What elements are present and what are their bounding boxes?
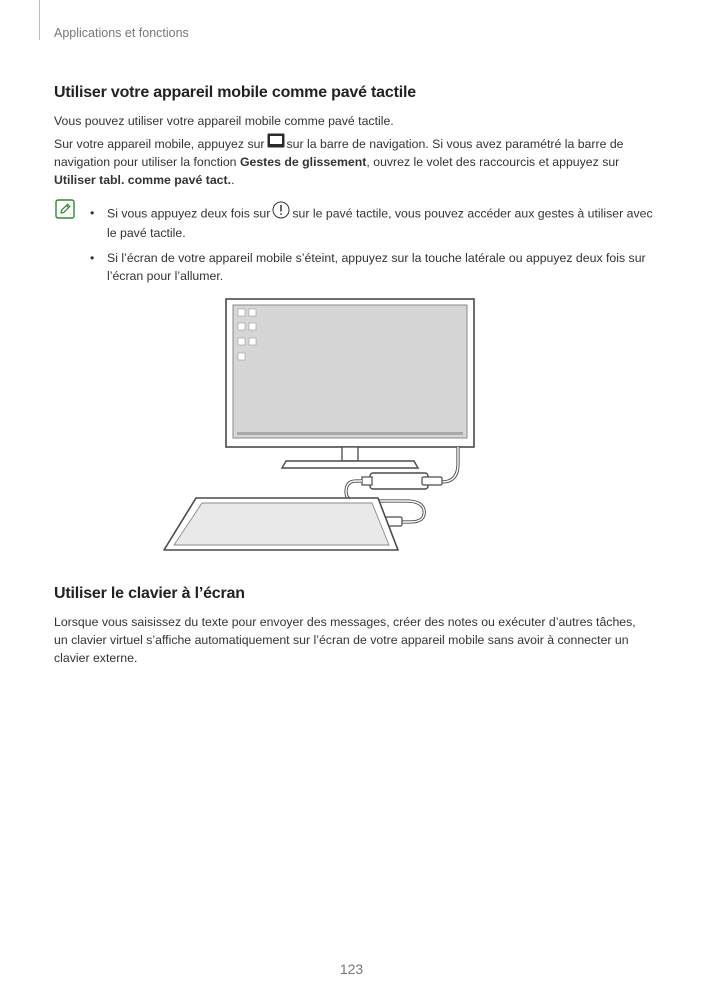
touchpad-setup-illustration [160, 296, 480, 563]
note-item: • Si l’écran de votre appareil mobile s’éteint, appuyez sur la touche latérale ou appuyez deux fois sur l’écran pour l’allumer. [90, 251, 646, 283]
usb-hub-image [362, 473, 442, 489]
keyboard-paragraph: Lorsque vous saisissez du texte pour envoyer des messages, créer des notes ou exécuter d’autres tâches, un clavier virtuel s’affiche automatiquement sur l’écran de votre appareil mobile sans avoir à connecter un clavier externe. [54, 615, 636, 665]
note-list [90, 204, 655, 292]
swipe-gestures-label: Gestes de glissement [239, 155, 367, 170]
use-tablet-touchpad-label: Utiliser tabl. comme pavé tact. [54, 173, 232, 188]
header-rule [39, 0, 40, 40]
instruction-paragraph: Sur votre appareil mobile, appuyez sur sur la barre de navigation. Si vous avez paramétré la barre de navigation pour utiliser la fonction Gestes de glissement, ouvrez le volet des raccourcis et appuyez sur Utiliser tabl. comme pavé tact.. [54, 135, 654, 189]
touchpad-nav-icon [267, 133, 285, 153]
section-title-touchpad: Utiliser votre appareil mobile comme pavé tactile [54, 84, 416, 101]
page-number: 123 [339, 961, 364, 977]
tablet-image [164, 498, 398, 550]
intro-paragraph: Vous pouvez utiliser votre appareil mobile comme pavé tactile. [54, 114, 394, 128]
gesture-help-icon [272, 201, 290, 224]
monitor-image [226, 299, 474, 468]
header-section-title: Applications et fonctions [54, 26, 189, 40]
section-title-keyboard: Utiliser le clavier à l’écran [54, 585, 245, 602]
note-item: • Si vous appuyez deux fois sur sur le pavé tactile, vous pouvez accéder aux gestes à utiliser avec le pavé tactile. [90, 204, 655, 242]
note-icon [55, 199, 75, 224]
